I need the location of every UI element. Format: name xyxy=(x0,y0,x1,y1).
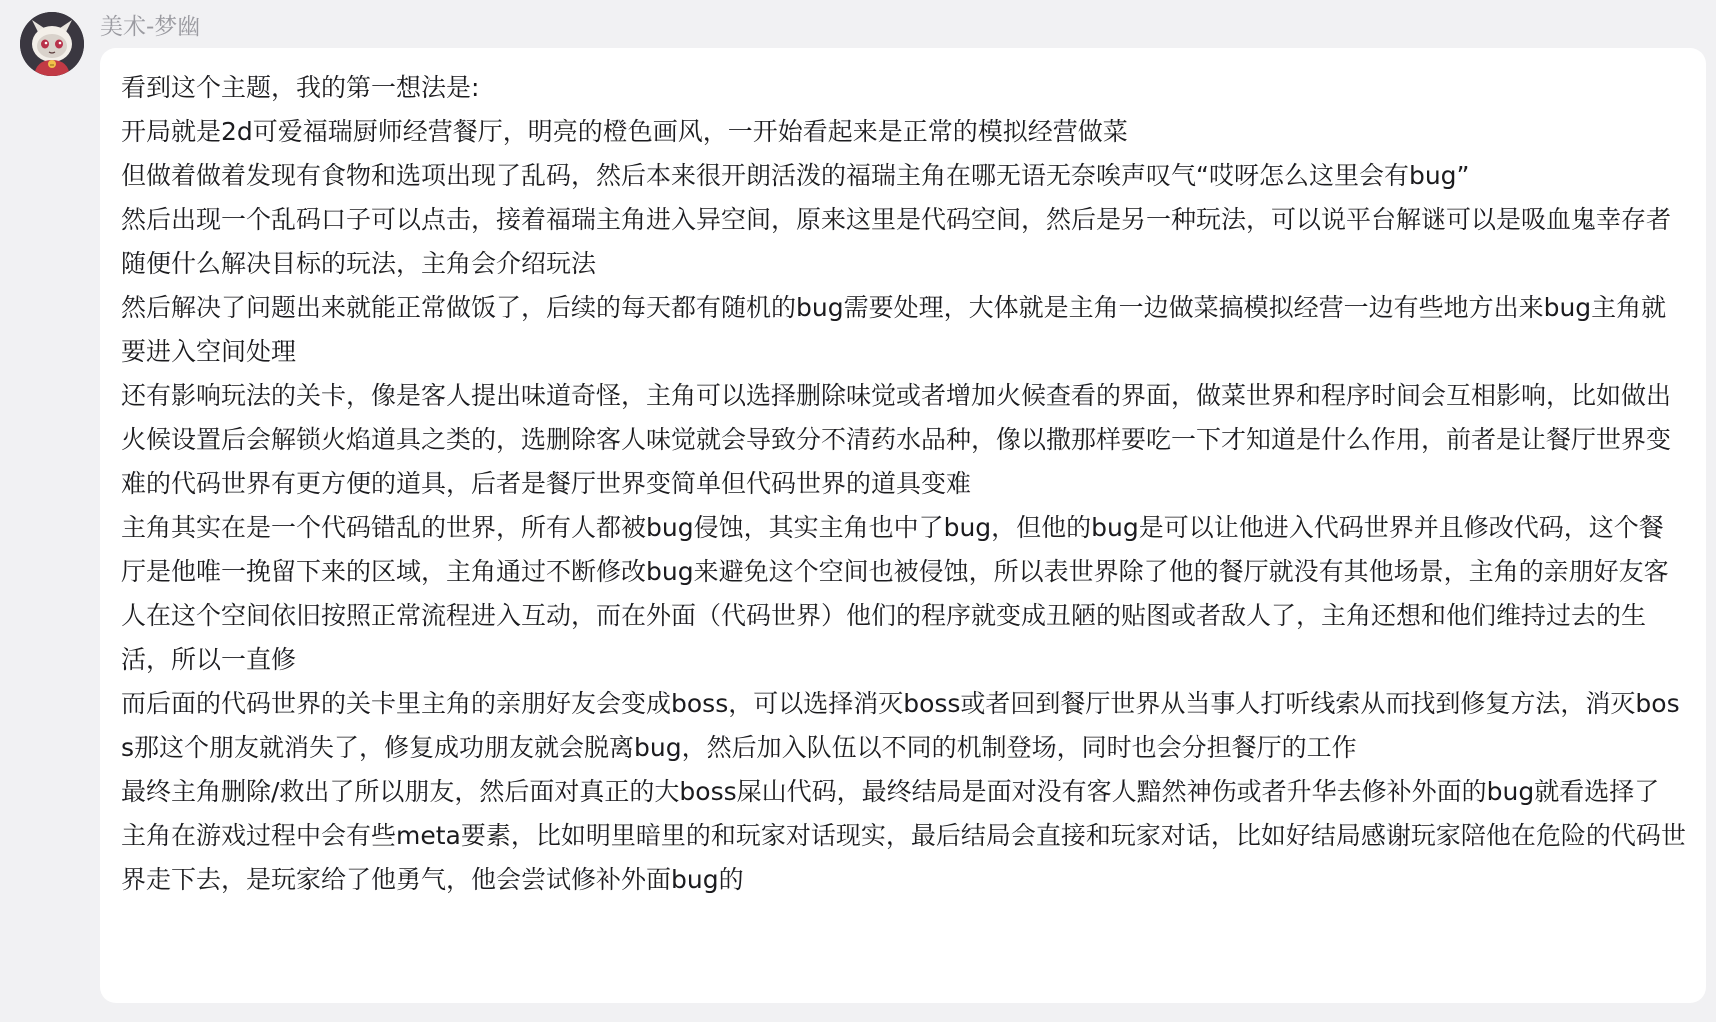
avatar[interactable] xyxy=(20,12,84,76)
sender-name[interactable]: 美术-梦幽 xyxy=(100,14,201,40)
message-paragraph: 主角其实在是一个代码错乱的世界，所有人都被bug侵蚀，其实主角也中了bug，但他的bug是可以让他进入代码世界并且修改代码，这个餐厅是他唯一挽留下来的区域，主角通过不断修改bug来避免这个空间也被侵蚀，所以表世界除了他的餐厅就没有其他场景，主角的亲朋好友客人在这个空间依旧按照正常流程进入互动，而在外面（代码世界）他们的程序就变成丑陋的贴图或者敌人了，主角还想和他们维持过去的生活，所以一直修 xyxy=(121,513,1669,674)
message-paragraph: 开局就是2d可爱福瑞厨师经营餐厅，明亮的橙色画风，一开始看起来是正常的模拟经营做菜 xyxy=(121,117,1128,146)
message-paragraph: 然后出现一个乱码口子可以点击，接着福瑞主角进入异空间，原来这里是代码空间，然后是另一种玩法，可以说平台解谜可以是吸血鬼幸存者随便什么解决目标的玩法，主角会介绍玩法 xyxy=(121,205,1672,278)
cartoon-character-avatar-icon xyxy=(20,12,84,76)
message-paragraph: 主角在游戏过程中会有些meta要素，比如明里暗里的和玩家对话现实，最后结局会直接和玩家对话，比如好结局感谢玩家陪他在危险的代码世界走下去，是玩家给了他勇气，他会尝试修补外面bug的 xyxy=(121,821,1686,894)
message-paragraph: 而后面的代码世界的关卡里主角的亲朋好友会变成boss，可以选择消灭boss或者回到餐厅世界从当事人打听线索从而找到修复方法，消灭boss那这个朋友就消失了，修复成功朋友就会脱离bug，然后加入队伍以不同的机制登场，同时也会分担餐厅的工作 xyxy=(121,689,1680,762)
message-paragraph: 然后解决了问题出来就能正常做饭了，后续的每天都有随机的bug需要处理，大体就是主角一边做菜搞模拟经营一边有些地方出来bug主角就要进入空间处理 xyxy=(121,293,1667,366)
message-paragraph: 看到这个主题，我的第一想法是: xyxy=(121,73,480,102)
message-bubble[interactable] xyxy=(100,48,1706,1003)
message-paragraph: 最终主角删除/救出了所以朋友，然后面对真正的大boss屎山代码，最终结局是面对没有客人黯然神伤或者升华去修补外面的bug就看选择了 xyxy=(121,777,1660,806)
message-paragraph: 还有影响玩法的关卡，像是客人提出味道奇怪，主角可以选择删除味觉或者增加火候查看的界面，做菜世界和程序时间会互相影响，比如做出火候设置后会解锁火焰道具之类的，选删除客人味觉就会导致分不清药水品种，像以撒那样要吃一下才知道是什么作用，前者是让餐厅世界变难的代码世界有更方便的道具，后者是餐厅世界变简单但代码世界的道具变难 xyxy=(121,381,1672,498)
message-paragraph: 但做着做着发现有食物和选项出现了乱码，然后本来很开朗活泼的福瑞主角在哪无语无奈唉声叹气“哎呀怎么这里会有bug” xyxy=(121,161,1470,190)
